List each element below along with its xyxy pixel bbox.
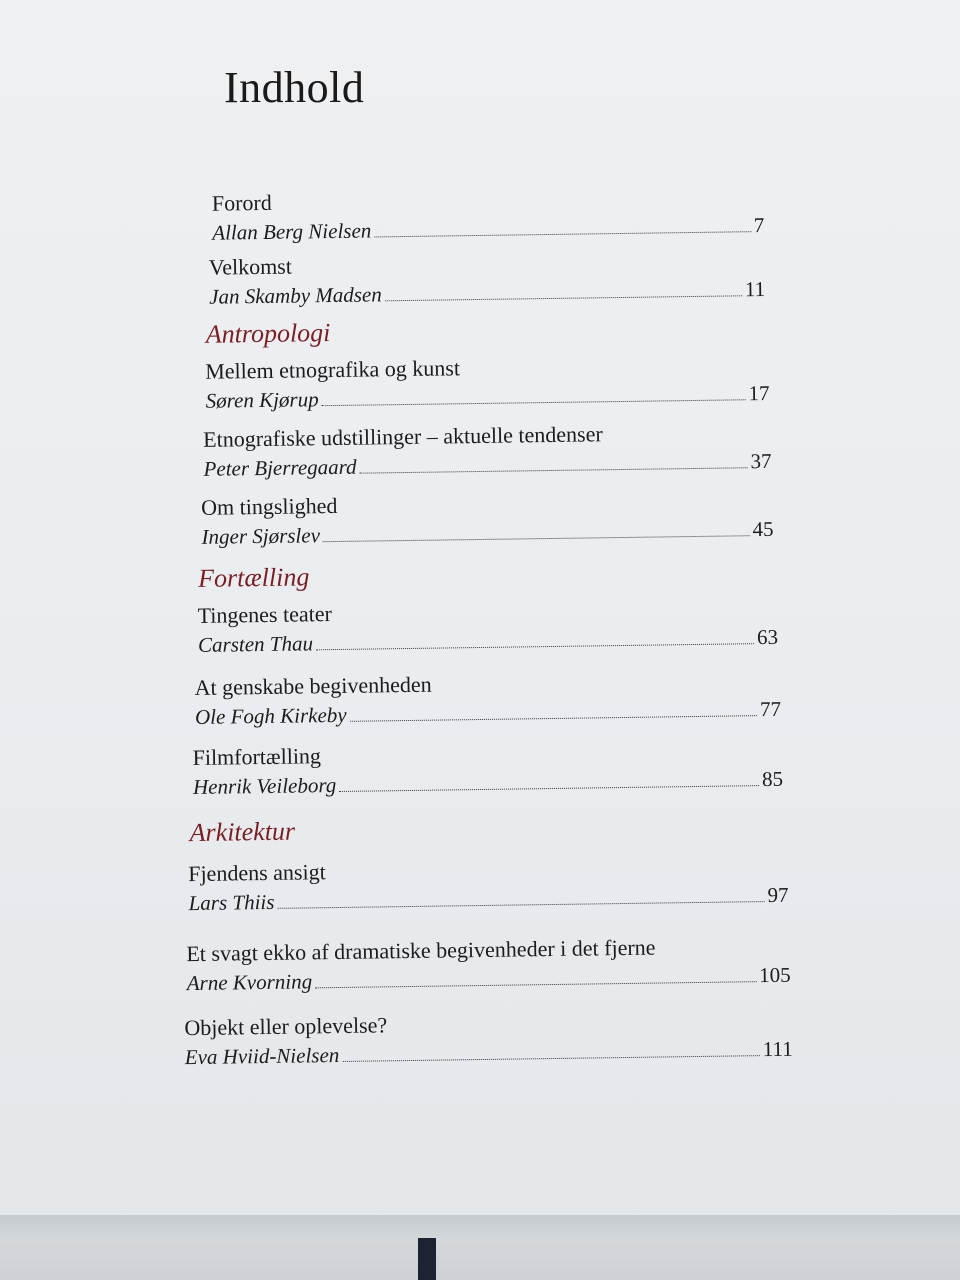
page-number: 111 [762,1036,793,1062]
toc-entry [197,594,778,660]
entry-author: Peter Bjerregaard [203,454,357,481]
section-heading-arkitektur: Arkitektur [189,816,296,848]
page-number: 105 [759,962,791,988]
page-number: 7 [753,212,765,238]
entry-title: Mellem etnografika og kunst [205,355,461,384]
entry-author: Inger Sjørslev [201,523,321,549]
dot-leader [350,714,757,722]
entry-author: Jan Skamby Madsen [209,282,382,309]
entry-title: Filmfortælling [192,743,322,771]
page-number: 11 [744,276,766,302]
entry-author: Arne Kvorning [186,969,313,996]
bookmark-ribbon [418,1238,436,1280]
toc-entry [192,736,783,802]
entry-title: Velkomst [208,253,293,280]
page-number: 17 [748,380,770,406]
dot-leader [323,534,750,542]
entry-title: Fjendens ansigt [188,859,326,887]
entry-title: Objekt eller oplevelse? [184,1012,388,1041]
toc-entry [201,486,774,552]
page-number: 45 [752,516,774,542]
entry-title: Etnografiske udstillinger – aktuelle tendenser [202,421,603,452]
dot-leader [316,642,754,650]
page-title: Indhold [224,63,365,112]
toc-entry [205,350,770,416]
dot-leader [339,784,759,792]
dot-leader [315,980,756,988]
dot-leader [374,230,750,237]
entry-author: Lars Thiis [188,889,275,916]
entry-author: Søren Kjørup [205,387,319,413]
dot-leader [342,1054,759,1062]
dot-leader [322,398,746,406]
entry-author: Ole Fogh Kirkeby [194,702,347,729]
dot-leader [360,466,748,473]
page-number: 97 [767,882,789,908]
entry-author: Eva Hviid-Nielsen [184,1043,340,1070]
entry-author: Carsten Thau [197,631,314,657]
toc-entry [184,1006,793,1072]
page-number: 85 [761,766,784,792]
entry-author: Henrik Veileborg [192,773,337,800]
section-heading-fortaelling: Fortælling [197,562,310,593]
toc-entry [203,418,772,484]
dot-leader [278,900,765,909]
entry-title: Tingenes teater [197,601,333,628]
toc-entry [186,932,791,998]
toc-entry [212,182,765,248]
page-edge [0,1215,960,1280]
toc-entry [209,246,766,312]
page-number: 37 [750,448,772,474]
entry-author: Allan Berg Nielsen [212,218,372,245]
entry-title: Om tingslighed [200,492,338,520]
entry-title: Et svagt ekko af dramatiske begivenheder i det fjerne [186,934,656,967]
entry-title: At genskabe begivenheden [194,671,432,700]
page-number: 77 [759,696,782,722]
section-heading-antropologi: Antropologi [205,318,331,349]
entry-title: Forord [211,189,272,216]
dot-leader [385,294,742,301]
page-number: 63 [756,624,779,650]
toc-entry [194,666,781,732]
toc-entry [188,852,789,918]
